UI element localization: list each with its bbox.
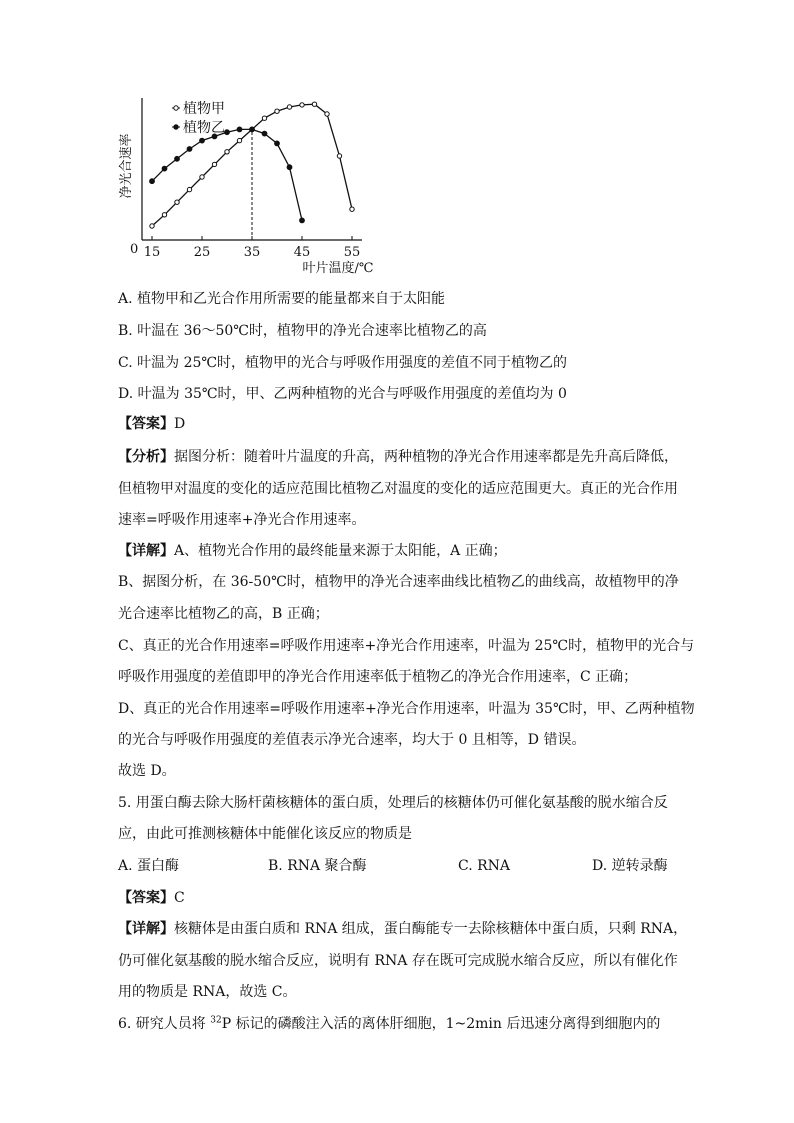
answer-q4 (118, 415, 185, 433)
detail-line-3: 光合速率比植物乙的高，B 正确； (118, 606, 329, 622)
data-point-s1 (212, 162, 216, 166)
q5-option-b: B. RNA 聚合酶 (268, 858, 367, 874)
detail-line-1 (118, 542, 507, 560)
data-point-s2 (250, 127, 255, 132)
q6-stem (118, 1015, 660, 1033)
data-point-s1 (225, 150, 229, 154)
q5-detail-3: 用的物质是 RNA，故选 C。 (118, 984, 297, 1000)
q5-option-c: C. RNA (458, 858, 511, 874)
data-point-s1 (350, 207, 354, 211)
data-point-s2 (150, 179, 155, 184)
answer-label: 【答案】 (118, 416, 174, 432)
data-point-s2 (262, 131, 267, 136)
q5-answer-value: C (174, 890, 185, 906)
detail-line-8: 故选 D。 (118, 763, 176, 779)
q6-prefix: 6. 研究人员将 (118, 1016, 211, 1032)
legend-label-2: 植物乙 (183, 120, 225, 136)
x-tick-label: 25 (193, 245, 211, 260)
data-point-s2 (200, 138, 205, 143)
q5-detail-2: 仍可催化氨基酸的脱水缩合反应，说明有 RNA 存在既可完成脱水缩合反应，所以有催化作 (118, 953, 678, 969)
data-point-s1 (275, 109, 279, 113)
origin-label: 0 (130, 242, 139, 257)
x-axis-label: 叶片温度/℃ (302, 261, 374, 276)
legend-label-1: 植物甲 (183, 101, 225, 117)
q5-detail-1 (118, 920, 687, 938)
detail-text-1: A、植物光合作用的最终能量来源于太阳能，A 正确； (174, 543, 507, 559)
chart-svg (110, 98, 410, 280)
data-point-s2 (187, 147, 192, 152)
data-point-s1 (337, 154, 341, 158)
data-point-s1 (200, 175, 204, 179)
q5-stem-1: 5. 用蛋白酶去除大肠杆菌核糖体的蛋白质，处理后的核糖体仍可催化氨基酸的脱水缩合反 (118, 795, 668, 811)
data-point-s2 (275, 141, 280, 146)
detail-line-6: D、真正的光合作用速率=呼吸作用速率+净光合作用速率，叶温为 35℃时，甲、乙两种植物 (118, 701, 695, 717)
data-point-s1 (312, 102, 316, 106)
data-point-s2 (225, 130, 230, 135)
x-tick-label: 15 (143, 245, 161, 260)
option-a: A. 植物甲和乙光合作用所需要的能量都来自于太阳能 (118, 291, 446, 307)
q5-stem-2: 应，由此可推测核糖体中能催化该反应的物质是 (118, 826, 412, 842)
q6-suffix: P 标记的磷酸注入活的离体肝细胞，1~2min 后迅速分离得到细胞内的 (221, 1016, 661, 1032)
data-point-s2 (162, 166, 167, 171)
data-point-s1 (162, 213, 166, 217)
data-point-s1 (237, 138, 241, 142)
detail-line-7: 的光合与呼吸作用强度的差值表示净光合速率，均大于 0 且相等，D 错误。 (118, 732, 586, 748)
net-photosynthesis-chart (110, 98, 410, 280)
detail-line-2: B、据图分析，在 36-50℃时，植物甲的净光合速率曲线比植物乙的曲线高，故植物甲的净 (118, 574, 679, 590)
x-tick-label: 35 (243, 245, 261, 260)
analysis-line-3: 速率=呼吸作用速率+净光合作用速率。 (118, 512, 366, 528)
data-point-s2 (287, 165, 292, 170)
analysis-line-2: 但植物甲对温度的变化的适应范围比植物乙对温度的变化的适应范围更大。真正的光合作用 (118, 481, 678, 497)
x-tick-label: 55 (343, 245, 361, 260)
data-point-s1 (287, 105, 291, 109)
data-point-s1 (187, 187, 191, 191)
option-c: C. 叶温为 25℃时，植物甲的光合与呼吸作用强度的差值不同于植物乙的 (118, 355, 568, 371)
data-point-s1 (150, 224, 154, 228)
option-d: D. 叶温为 35℃时，甲、乙两种植物的光合与呼吸作用强度的差值均为 0 (118, 386, 567, 402)
data-point-s1 (325, 112, 329, 116)
data-point-s2 (175, 156, 180, 161)
q5-option-a: A. 蛋白酶 (118, 858, 180, 874)
analysis-label: 【分析】 (118, 449, 174, 465)
data-point-s1 (300, 103, 304, 107)
q5-detail-label: 【详解】 (118, 921, 174, 937)
data-point-s2 (237, 127, 242, 132)
detail-line-5: 呼吸作用强度的差值即甲的净光合作用速率低于植物乙的净光合作用速率，C 正确； (118, 669, 638, 685)
data-point-s1 (175, 200, 179, 204)
detail-line-4: C、真正的光合作用速率=呼吸作用速率+净光合作用速率，叶温为 25℃时，植物甲的光合与 (118, 638, 695, 654)
q5-answer-label: 【答案】 (118, 890, 174, 906)
answer-value: D (174, 416, 186, 432)
data-point-s1 (262, 116, 266, 120)
q5-detail-text-1: 核糖体是由蛋白质和 RNA 组成，蛋白酶能专一去除核糖体中蛋白质，只剩 RNA， (174, 921, 688, 937)
analysis-text-1: 据图分析：随着叶片温度的升高，两种植物的净光合作用速率都是先升高后降低， (174, 449, 678, 465)
q5-option-d: D. 逆转录酶 (592, 858, 668, 874)
q6-isotope-sup: 32 (210, 1015, 222, 1026)
option-b: B. 叶温在 36～50℃时，植物甲的净光合速率比植物乙的高 (118, 323, 487, 339)
legend-marker-1 (174, 106, 178, 110)
detail-label: 【详解】 (118, 543, 174, 559)
y-axis-label: 净光合速率 (119, 133, 134, 199)
q5-options (118, 857, 678, 875)
legend-marker-2 (174, 125, 178, 129)
q5-answer (118, 889, 185, 907)
data-point-s2 (300, 218, 305, 223)
analysis-line-1 (118, 448, 678, 466)
x-tick-label: 45 (293, 245, 311, 260)
